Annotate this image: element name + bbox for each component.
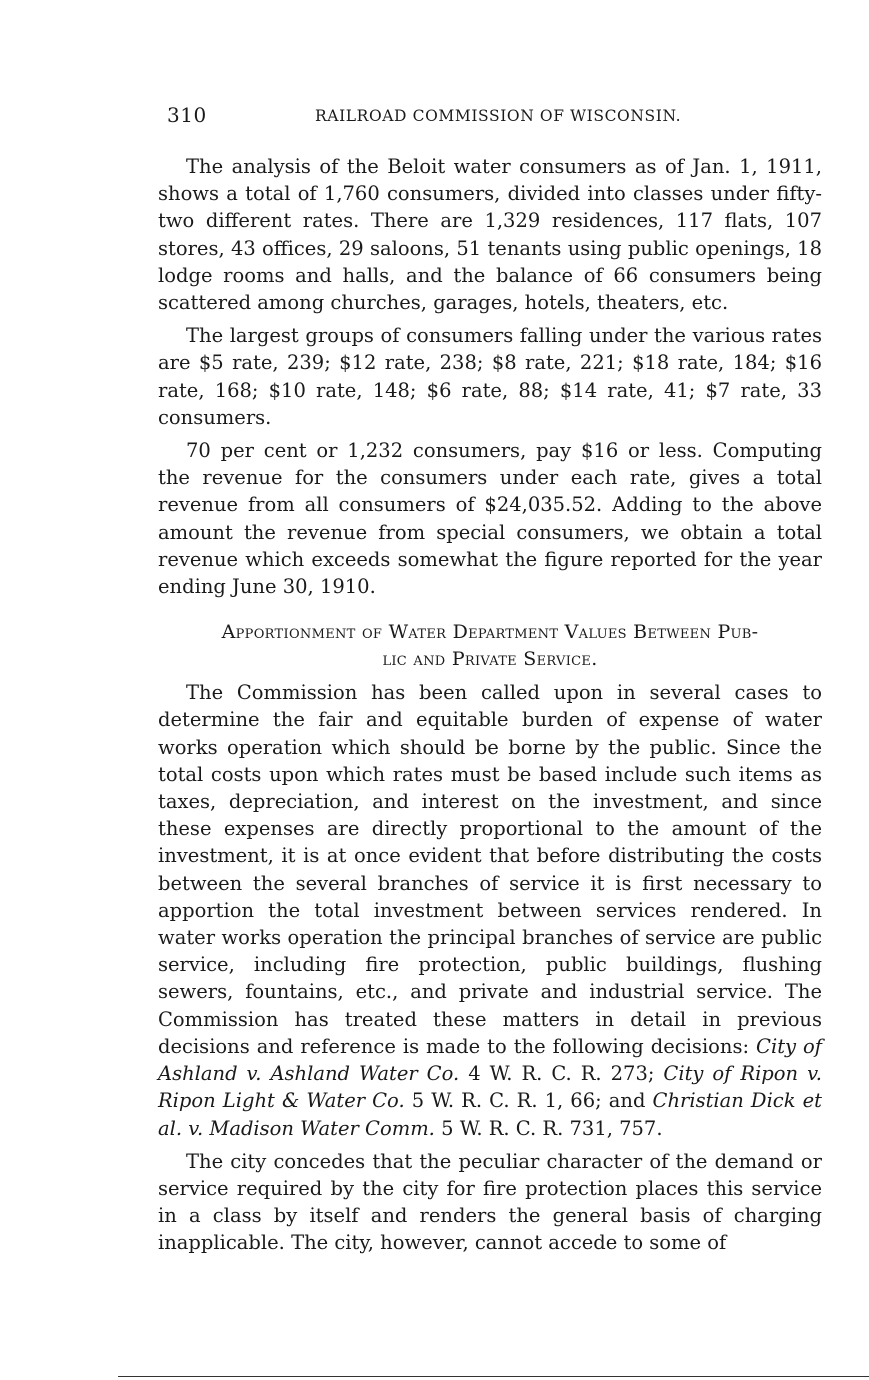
citation-ref-3: 5 W. R. C. R. 731, 757. bbox=[434, 1116, 663, 1140]
case-citation-ripon: City of Ripon v. Ripon Light & Water Co. bbox=[158, 1062, 822, 1113]
citation-ref-2: 5 W. R. C. R. 1, 66; and bbox=[404, 1089, 653, 1113]
paragraph-revenue: 70 per cent or 1,232 consumers, pay $16 or less. Computing the revenue for the consumers under each rate, gives a total revenue from all consumers of $24,035.52. Adding to the above amount the revenue from special consumers, we obtain a total revenue which exceeds somewhat the figure reported for the year ending June 30, 1910. bbox=[158, 439, 822, 599]
running-head: RAILROAD COMMISSION OF WISCONSIN. bbox=[315, 107, 682, 125]
page-header bbox=[167, 103, 822, 129]
case-citation-ashland: City of Ashland v. Ashland Water Co. bbox=[158, 1034, 822, 1086]
paragraph-largest-groups: The largest groups of consumers falling under the various rates are $5 rate, 239; $12 rate, 238; $8 rate, 221; $18 rate, 184; $16 rate, 168; $10 rate, 148; $6 rate, 88; $14 rate, 41; $7 rate, 33 consumers. bbox=[158, 324, 822, 429]
page-number: 310 bbox=[167, 103, 207, 127]
section-heading bbox=[158, 619, 822, 673]
paragraph-apportionment bbox=[158, 679, 822, 1141]
section-heading-line-1: Apportionment of Water Department Values Between Pub- bbox=[221, 621, 759, 644]
section-heading-line-2: lic and Private Service. bbox=[382, 648, 598, 671]
apportionment-text: The Commission has been called upon in several cases to determine the fair and equitable burden of expense of water works operation which should be borne by the public. Since the total costs upon which rates must be based include such items as taxes, depreciation, and interest on the investment, and since these expenses are directly proportional to the amount of the investment, it is at once evident that before distributing the costs between the several branches of service it is first necessary to apportion the total investment between services rendered. In water works operation the principal branches of service are public service, including fire protection, public buildings, flushing sewers, fountains, etc., and private and industrial service. The Commission has treated these matters in detail in previous decisions and reference is made to the following decisions: bbox=[158, 681, 822, 1058]
citation-ref-1: 4 W. R. C. R. 273; bbox=[459, 1062, 664, 1086]
case-citation-madison: Christian Dick et al. v. Madison Water Comm. bbox=[158, 1089, 823, 1140]
page-body bbox=[158, 153, 822, 1263]
paragraph-consumer-analysis: The analysis of the Beloit water consumers as of Jan. 1, 1911, shows a total of 1,760 consumers, divided into classes under fifty-two different rates. There are 1,329 residences, 117 flats, 107 stores, 43 offices, 29 saloons, 51 tenants using public openings, 18 lodge rooms and halls, and the balance of 66 consumers being scattered among churches, garages, hotels, theaters, etc. bbox=[158, 155, 822, 315]
bottom-rule bbox=[118, 1376, 869, 1377]
paragraph-city-concedes: The city concedes that the peculiar character of the demand or service required by the city for fire protection places this service in a class by itself and renders the general basis of charging inapplicable. The city, however, cannot accede to some of bbox=[158, 1149, 822, 1255]
